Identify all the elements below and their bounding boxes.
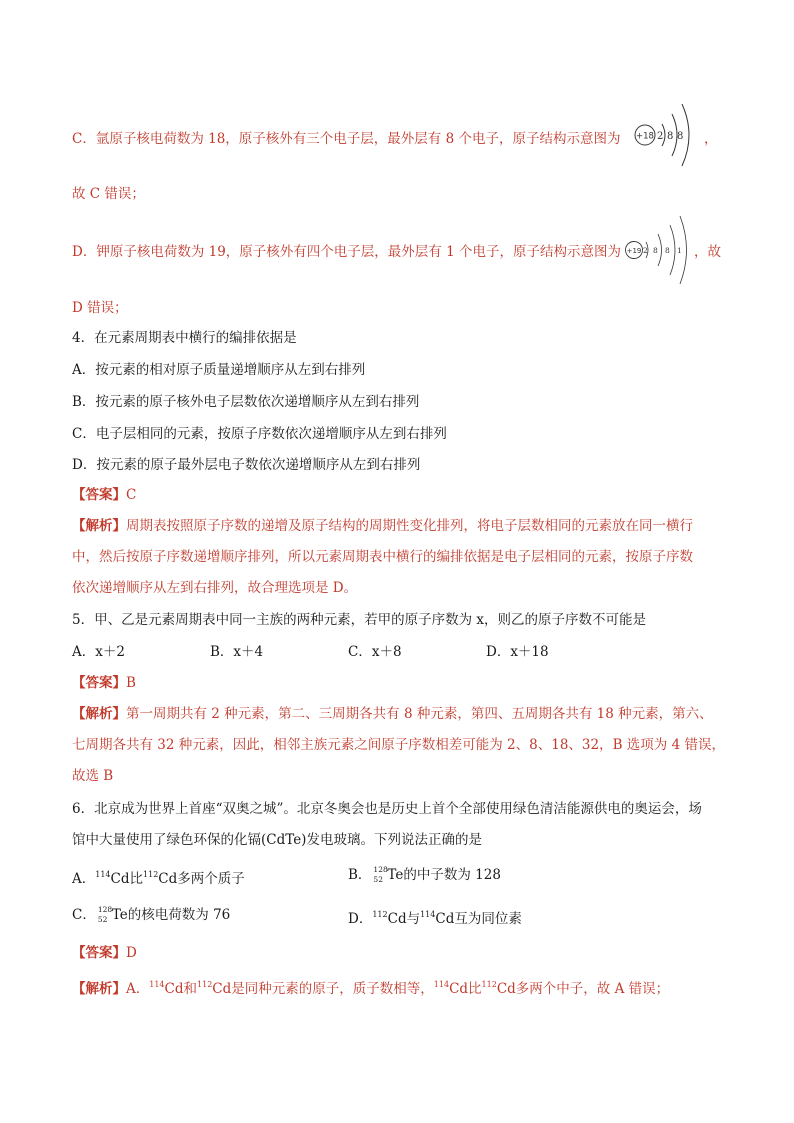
q5-option-a: A．x＋2 (72, 644, 125, 660)
mass-number: 112 (143, 870, 159, 879)
analysis-label: 【解析】 (72, 518, 126, 534)
potassium-tail: ，故 (694, 244, 721, 260)
isotope-notation: 128 52 (373, 864, 388, 884)
answer-label: 【答案】 (72, 945, 126, 961)
potassium-shell-1: 2 (643, 246, 648, 255)
q4-option-c: C．电子层相同的元素，按原子序数依次递增顺序从左到右排列 (72, 426, 447, 442)
potassium-text: D．钾原子核电荷数为 19，原子核外有四个电子层，最外层有 1 个电子，原子结构示意图为 (72, 244, 621, 260)
q6-answer (72, 943, 137, 963)
q6-stem-line-2: 馆中大量使用了绿色环保的化镉(CdTe)发电玻璃。下列说法正确的是 (72, 832, 482, 848)
potassium-shell-4: 1 (677, 246, 682, 255)
q4-analysis-line-1: 【解析】周期表按照原子序数的递增及原子结构的周期性变化排列，将电子层数相同的元素放在同一横行 (72, 518, 693, 534)
answer-label: 【答案】 (72, 675, 126, 691)
argon-conclusion: 故 C 错误； (72, 186, 145, 202)
q5-answer (72, 673, 136, 693)
q5-analysis-line-2: 七周期各共有 32 种元素，因此，相邻主族元素之间原子序数相差可能为 2、8、18、32，B 选项为 4 错误， (72, 737, 725, 753)
mass-number: 114 (95, 870, 111, 879)
isotope-notation: 128 52 (97, 904, 113, 924)
q4-option-a: A．按元素的相对原子质量递增顺序从左到右排列 (72, 362, 366, 378)
q4-analysis-line-3: 依次递增顺序从左到右排列，故合理选项是 D。 (72, 580, 358, 596)
q6-stem-line-1: 6．北京成为世界上首座“双奥之城”。北京冬奥会也是历史上首个全部使用绿色清洁能源供电的奥运会，场 (72, 801, 702, 817)
mass-number: 112 (372, 910, 388, 919)
analysis-label: 【解析】 (72, 981, 126, 997)
argon-atomic-structure-diagram (634, 96, 700, 174)
q4-analysis-line-2: 中，然后按原子序数递增顺序排列，所以元素周期表中横行的编排依据是电子层相同的元素，按原子序数 (72, 549, 693, 565)
potassium-atomic-structure-diagram (624, 212, 696, 288)
argon-text: C．氩原子核电荷数为 18，原子核外有三个电子层，最外层有 8 个电子，原子结构示意图为 (72, 131, 621, 147)
potassium-statement (72, 242, 621, 262)
answer-value: B (126, 675, 136, 691)
mass-number: 114 (420, 910, 436, 919)
argon-shell-2: 8 (667, 131, 674, 142)
q4-answer (72, 485, 136, 505)
q6-option-d: D．$^{112}$Cd与$^{114}$Cd互为同位素 (348, 910, 522, 927)
q5-stem: 5．甲、乙是元素周期表中同一主族的两种元素，若甲的原子序数为 x，则乙的原子序数不可能是 (72, 612, 646, 628)
q4-stem: 4．在元素周期表中横行的编排依据是 (72, 330, 297, 346)
answer-label: 【答案】 (72, 487, 126, 503)
answer-value: C (126, 487, 137, 503)
argon-nucleus-charge: +18 (636, 131, 654, 142)
q6-option-b: B． 128 52 Te的中子数为 128 (348, 864, 501, 884)
q6-analysis: 【解析】A．$^{114}$Cd和$^{112}$Cd是同种元素的原子，质子数相等，$^{114}$Cd比$^{112}$Cd多两个中子，故 A 错误； (72, 980, 670, 997)
argon-shell-1: 2 (657, 131, 664, 142)
q5-option-c: C．x＋8 (348, 644, 402, 660)
argon-statement (72, 129, 620, 149)
q4-option-b: B．按元素的原子核外电子层数依次递增顺序从左到右排列 (72, 394, 420, 410)
q6-option-c: C． 128 52 Te的核电荷数为 76 (72, 904, 231, 924)
potassium-nucleus-charge: +19 (626, 247, 642, 255)
answer-value: D (126, 945, 137, 961)
argon-shell-3: 8 (677, 131, 684, 142)
q4-option-d: D．按元素的原子最外层电子数依次递增顺序从左到右排列 (72, 457, 421, 473)
q6-option-a: A．$^{114}$Cd比$^{112}$Cd多两个质子 (72, 870, 245, 887)
analysis-label: 【解析】 (72, 706, 126, 722)
potassium-shell-3: 8 (665, 246, 670, 255)
q5-analysis-line-3: 故选 B (72, 768, 114, 784)
argon-tail: ， (704, 131, 718, 147)
potassium-shell-2: 8 (653, 246, 658, 255)
q5-option-d: D．x＋18 (486, 644, 549, 660)
q5-option-b: B．x＋4 (210, 644, 264, 660)
potassium-conclusion: D 错误； (72, 300, 128, 316)
q5-analysis-line-1: 【解析】第一周期共有 2 种元素，第二、三周期各共有 8 种元素，第四、五周期各共有 18 种元素，第六、 (72, 706, 713, 722)
